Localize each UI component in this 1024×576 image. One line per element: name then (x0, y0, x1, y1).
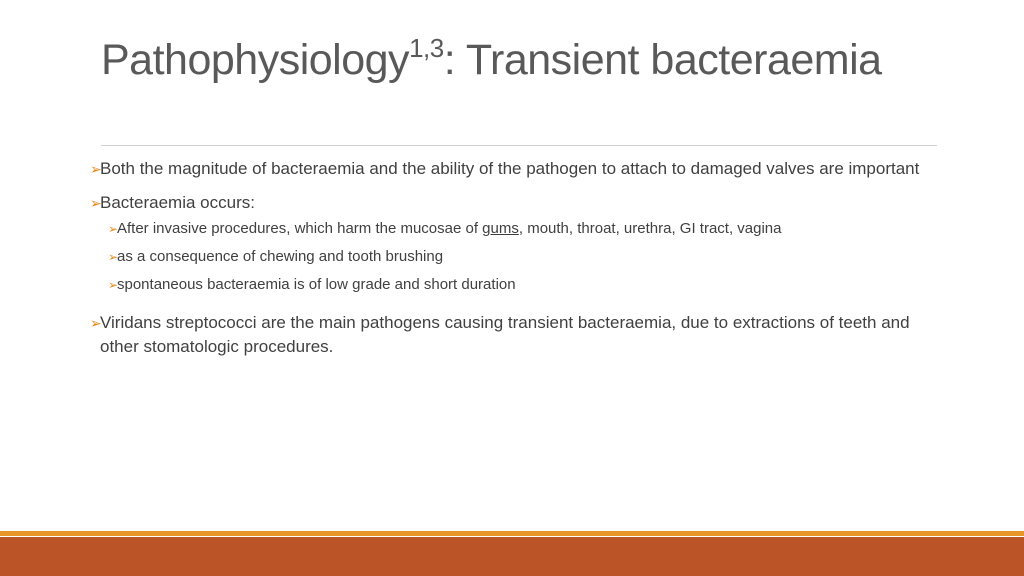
sub-bullet-item (108, 271, 940, 299)
footer-bar (0, 537, 1024, 576)
arrow-bullet-icon: ➢ (90, 195, 102, 211)
arrow-bullet-icon: ➢ (108, 222, 119, 236)
arrow-bullet-icon: ➢ (108, 278, 119, 292)
title-rest: : Transient bacteraemia (443, 36, 882, 84)
footer-accent-line (0, 531, 1024, 536)
bullet-item (90, 311, 940, 358)
title-main: Pathophysiology (101, 36, 410, 84)
bullet-item (90, 157, 940, 181)
bullet-text: Bacteraemia occurs: (100, 193, 255, 212)
title-superscript: 1,3 (409, 32, 444, 63)
bullet-item (90, 191, 940, 215)
slide-content (90, 157, 940, 358)
sub-bullet-text: spontaneous bacteraemia is of low grade and short duration (117, 276, 516, 293)
sub-bullet-text: After invasive procedures, which harm the mucosae of (117, 220, 483, 237)
slide-title (101, 32, 931, 84)
arrow-bullet-icon: ➢ (90, 315, 102, 331)
sub-bullet-item (108, 215, 940, 243)
sub-bullet-text: , mouth, throat, urethra, GI tract, vagina (518, 220, 782, 237)
arrow-bullet-icon: ➢ (108, 250, 119, 264)
arrow-bullet-icon: ➢ (90, 161, 102, 177)
sub-bullet-text: as a consequence of chewing and tooth brushing (117, 248, 444, 265)
bullet-text: Viridans streptococci are the main pathogens causing transient bacteraemia, due to extractions of teeth and other stomatologic procedures. (100, 313, 910, 356)
bullet-text: Both the magnitude of bacteraemia and the ability of the pathogen to attach to damaged valves are important (100, 159, 920, 178)
sub-bullet-item (108, 243, 940, 271)
underlined-word: gums (482, 220, 519, 237)
title-divider (101, 145, 937, 146)
